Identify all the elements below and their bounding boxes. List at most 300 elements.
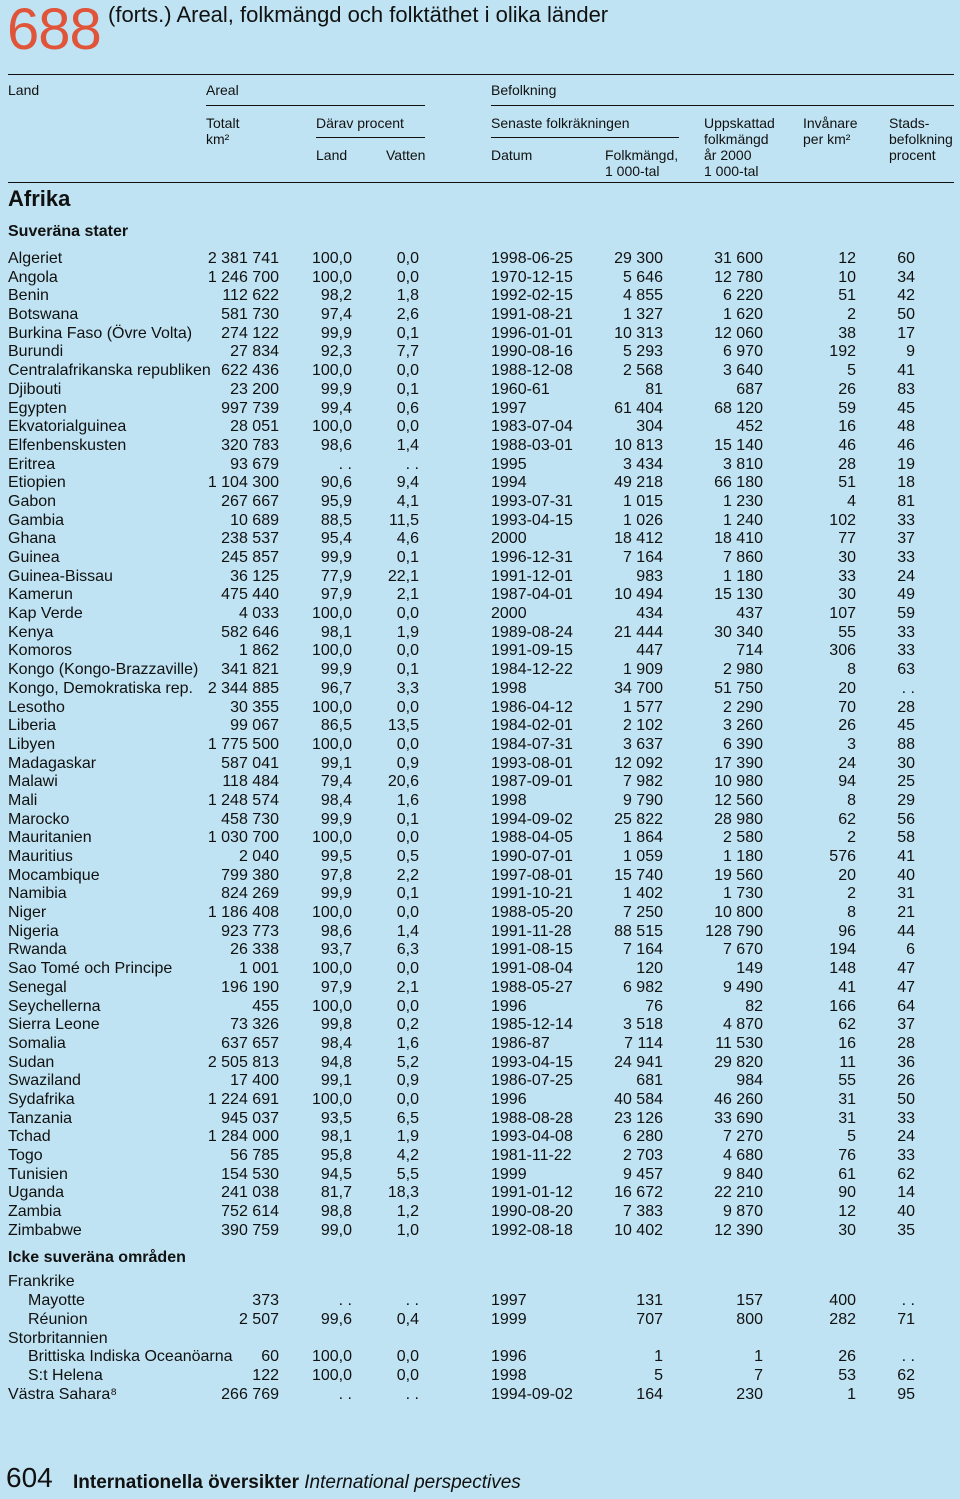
table-row (0, 923, 960, 942)
land-pct: 98,1 (320, 1128, 352, 1146)
census-date: 1984-07-31 (491, 735, 573, 753)
census-date: 2000 (491, 605, 527, 623)
census-date: 1984-12-22 (491, 661, 573, 679)
census-date: 1960-61 (491, 380, 550, 398)
urban-pct: 29 (897, 791, 915, 809)
table-row (0, 1147, 960, 1166)
census-date: 1986-87 (491, 1034, 550, 1052)
density: 8 (847, 904, 856, 922)
est-pop-2000: 1 730 (722, 885, 763, 903)
census-pop: 1 909 (622, 661, 663, 679)
area-total: 266 769 (221, 1385, 279, 1403)
footer-title-sv: Internationella översikter (73, 1472, 299, 1493)
country-name: Mocambique (8, 866, 100, 884)
est-pop-2000: 1 230 (722, 492, 763, 510)
country-name: Algeriet (8, 250, 63, 267)
urban-pct: 24 (897, 1128, 915, 1146)
land-pct: 100,0 (311, 904, 352, 922)
est-pop-2000: 3 810 (722, 455, 763, 473)
density: 16 (838, 418, 856, 436)
land-pct: 99,1 (320, 754, 352, 772)
density: 11 (839, 1053, 856, 1071)
water-pct: 6,3 (396, 941, 419, 959)
est-pop-2000: 9 870 (722, 1203, 763, 1221)
census-date: 1985-12-14 (491, 1016, 573, 1034)
census-date: 1996 (491, 1348, 527, 1366)
land-pct: 77,9 (320, 567, 352, 585)
est-pop-2000: 51 750 (714, 679, 763, 697)
est-pop-2000: 22 210 (714, 1184, 763, 1202)
land-pct: 100,0 (311, 250, 352, 267)
country-name: Elfenbenskusten (8, 436, 127, 454)
table-row (0, 250, 960, 269)
census-pop: 7 383 (622, 1203, 663, 1221)
country-name: Togo (8, 1147, 43, 1164)
urban-pct: 45 (897, 399, 915, 417)
table-row (0, 1110, 960, 1129)
density: 576 (829, 848, 856, 865)
land-pct: 98,6 (320, 922, 352, 940)
census-date: 1989-08-24 (491, 623, 573, 641)
land-pct: 94,5 (320, 1165, 352, 1183)
land-pct: 100,0 (311, 1366, 352, 1384)
urban-pct: 33 (897, 642, 915, 660)
subsection-heading-nonsovereign: Icke suveräna områden (8, 1249, 186, 1267)
census-pop: 15 740 (614, 866, 663, 884)
water-pct: 6,5 (396, 1109, 419, 1127)
census-pop: 21 444 (614, 623, 663, 641)
country-name: Namibia (8, 885, 67, 903)
table-row (0, 512, 960, 531)
area-total: 799 380 (221, 866, 279, 884)
table-row (0, 792, 960, 811)
header-vatten: Vatten (386, 147, 426, 163)
area-total: 341 821 (221, 661, 279, 679)
water-pct: 0,6 (396, 399, 419, 417)
country-name: Egypten (8, 399, 67, 417)
est-pop-2000: 66 180 (714, 474, 763, 492)
est-pop-2000: 12 560 (714, 791, 763, 809)
census-date: 1970-12-15 (491, 268, 573, 286)
census-pop: 1 059 (622, 848, 663, 865)
census-date: 1981-11-22 (491, 1147, 572, 1164)
area-total: 93 679 (230, 455, 279, 473)
water-pct: 0,0 (396, 698, 419, 716)
subsection-heading-sovereign: Suveräna stater (8, 223, 129, 240)
table-row (0, 661, 960, 680)
census-date: 1992-02-15 (491, 287, 573, 305)
water-pct: 5,5 (396, 1165, 419, 1183)
header-stads: Stads- (889, 115, 930, 131)
water-pct: 22,1 (387, 567, 419, 585)
density: 194 (829, 941, 856, 959)
est-pop-2000: 6 390 (722, 735, 763, 753)
section-heading: Afrika (8, 186, 71, 211)
urban-pct: 63 (897, 661, 915, 679)
land-pct: 99,0 (320, 1221, 352, 1239)
urban-pct: 18 (897, 474, 915, 492)
urban-pct: 26 (897, 1072, 915, 1090)
water-pct: 0,2 (396, 1016, 419, 1034)
water-pct: 7,7 (396, 343, 419, 361)
water-pct: 5,2 (396, 1053, 419, 1071)
density: 55 (838, 1072, 856, 1090)
header-befolkning2: befolkning (889, 131, 953, 147)
census-pop: 7 114 (624, 1034, 663, 1052)
density: 26 (838, 717, 856, 735)
area-total: 73 326 (230, 1016, 279, 1034)
table-row (0, 381, 960, 400)
density: 148 (829, 960, 856, 978)
est-pop-2000: 82 (745, 997, 763, 1015)
country-name: Djibouti (8, 380, 62, 398)
density: 30 (838, 549, 856, 566)
census-date: 1998-06-25 (491, 250, 573, 267)
census-date: 1991-10-21 (491, 885, 573, 903)
urban-pct: . . (901, 1348, 915, 1366)
census-date: 1993-08-01 (491, 754, 573, 772)
water-pct: 1,9 (396, 623, 419, 641)
land-pct: 99,9 (320, 380, 352, 398)
water-pct: 2,6 (396, 306, 419, 324)
density: 4 (847, 492, 856, 510)
density: 77 (838, 530, 856, 548)
table-row (0, 493, 960, 512)
density: 53 (838, 1366, 856, 1384)
country-name: S:t Helena (28, 1366, 103, 1384)
density: 10 (838, 268, 856, 286)
header-invanare: Invånare (803, 115, 858, 131)
table-row (0, 269, 960, 288)
area-total: 637 657 (221, 1034, 279, 1052)
census-pop: 7 164 (622, 941, 663, 959)
country-name: Komoros (8, 642, 73, 660)
land-pct: 95,8 (320, 1147, 352, 1164)
area-total: 112 622 (222, 287, 279, 305)
census-date: 1993-04-08 (491, 1128, 573, 1146)
density: 102 (829, 511, 856, 529)
urban-pct: 62 (897, 1165, 915, 1183)
census-pop: 24 941 (614, 1053, 663, 1071)
land-pct: 99,9 (320, 810, 352, 828)
census-date: 1991-08-04 (491, 960, 573, 978)
land-pct: 100,0 (311, 1090, 352, 1108)
area-total: 27 834 (230, 343, 279, 361)
urban-pct: 47 (897, 960, 915, 978)
census-pop: 120 (636, 960, 663, 978)
land-pct: 99,1 (320, 1072, 352, 1090)
area-total: 36 125 (230, 567, 279, 585)
table-row (0, 530, 960, 549)
land-pct: 86,5 (320, 717, 352, 735)
density: 2 (847, 306, 856, 324)
urban-pct: 59 (897, 605, 915, 623)
table-row (0, 586, 960, 605)
census-pop: 5 293 (622, 343, 663, 361)
table-row (0, 568, 960, 587)
area-total: 26 338 (230, 941, 279, 959)
table-row (0, 1016, 960, 1035)
urban-pct: 41 (897, 362, 915, 380)
country-name: Botswana (8, 306, 79, 324)
land-pct: 99,4 (320, 399, 352, 417)
country-name: Libyen (8, 735, 56, 753)
table-row (0, 1128, 960, 1147)
census-pop: 1 577 (622, 698, 663, 716)
census-pop: 23 126 (614, 1109, 663, 1127)
area-total: 1 104 300 (207, 474, 279, 492)
water-pct: 0,4 (396, 1310, 419, 1328)
header-per-km2: per km² (803, 131, 851, 147)
country-name: Mauritius (8, 848, 73, 865)
density: 306 (829, 642, 856, 660)
area-total: 475 440 (221, 586, 279, 604)
est-pop-2000: 1 620 (722, 306, 763, 324)
country-name: Kamerun (8, 586, 73, 604)
country-name: Brittiska Indiska Oceanöarna (28, 1348, 233, 1366)
water-pct: 20,6 (387, 773, 419, 791)
country-name: Senegal (8, 978, 67, 996)
country-name: Gabon (8, 492, 57, 510)
density: 31 (838, 1109, 856, 1127)
est-pop-2000: 15 130 (714, 586, 763, 604)
est-pop-2000: 7 860 (722, 549, 763, 566)
footer-title-en: International perspectives (304, 1472, 521, 1493)
table-row (0, 287, 960, 306)
census-date: 1988-12-08 (491, 362, 573, 380)
table-row (0, 1054, 960, 1073)
census-pop: 3 434 (622, 455, 663, 473)
country-name: Sao Tomé och Principe (8, 960, 173, 978)
country-name: Västra Sahara⁸ (8, 1385, 118, 1403)
est-pop-2000: 1 180 (722, 848, 763, 865)
land-pct: 99,5 (320, 848, 352, 865)
country-name: Benin (8, 287, 49, 305)
density: 59 (838, 399, 856, 417)
land-pct: 98,4 (320, 791, 352, 809)
table-row (0, 343, 960, 362)
water-pct: 18,3 (387, 1184, 419, 1202)
census-date: 1991-09-15 (491, 642, 573, 660)
density: 8 (847, 661, 856, 679)
urban-pct: 33 (897, 511, 915, 529)
census-pop: 81 (645, 380, 663, 398)
header-ar2000: år 2000 (704, 147, 752, 163)
water-pct: . . (405, 1292, 419, 1310)
density: 5 (847, 362, 856, 380)
census-date: 1999 (491, 1165, 527, 1183)
census-date: 1987-04-01 (491, 586, 573, 604)
area-total: 241 038 (221, 1184, 279, 1202)
table-row (0, 362, 960, 381)
land-pct: . . (338, 1292, 352, 1310)
table-row (0, 680, 960, 699)
country-name: Réunion (28, 1310, 88, 1328)
area-total: 587 041 (221, 754, 279, 772)
urban-pct: 30 (897, 754, 915, 772)
census-date: 1998 (491, 679, 527, 697)
table-row (0, 1222, 960, 1241)
census-pop: 10 402 (614, 1221, 663, 1239)
land-pct: 98,1 (320, 623, 352, 641)
est-pop-2000: 687 (736, 380, 763, 398)
area-total: 56 785 (230, 1147, 279, 1164)
table-row (0, 456, 960, 475)
est-pop-2000: 984 (736, 1072, 763, 1090)
land-pct: 100,0 (311, 362, 352, 380)
land-pct: 100,0 (311, 735, 352, 753)
footer-title (73, 1472, 521, 1494)
census-date: 1990-08-20 (491, 1203, 573, 1221)
density: 31 (838, 1090, 856, 1108)
density: 400 (829, 1292, 856, 1310)
area-total: 2 040 (238, 848, 279, 865)
census-pop: 681 (636, 1072, 663, 1090)
table-row (0, 773, 960, 792)
est-pop-2000: 800 (736, 1310, 763, 1328)
census-pop: 61 404 (614, 399, 663, 417)
area-total: 99 067 (230, 717, 279, 735)
land-pct: 99,9 (320, 549, 352, 566)
est-pop-2000: 7 670 (722, 941, 763, 959)
area-total: 274 122 (221, 324, 279, 342)
census-date: 1996 (491, 997, 527, 1015)
est-pop-2000: 12 060 (714, 324, 763, 342)
water-pct: 1,8 (396, 287, 419, 305)
density: 96 (838, 922, 856, 940)
density: 1 (847, 1385, 856, 1403)
density: 38 (838, 324, 856, 342)
water-pct: 0,0 (396, 960, 419, 978)
census-pop: 2 703 (622, 1147, 663, 1164)
urban-pct: 34 (897, 268, 915, 286)
area-total: 267 667 (221, 492, 279, 510)
area-total: 60 (261, 1348, 279, 1366)
census-pop: 9 457 (622, 1165, 663, 1183)
area-total: 1 862 (238, 642, 279, 660)
areal-rule (206, 105, 425, 106)
area-total: 1 224 691 (207, 1090, 279, 1108)
census-date: 1993-04-15 (491, 1053, 573, 1071)
density: 2 (847, 829, 856, 847)
water-pct: 0,0 (396, 997, 419, 1015)
land-pct: 100,0 (311, 960, 352, 978)
census-date: 1997 (491, 1292, 527, 1310)
census-pop: 434 (636, 605, 663, 623)
water-pct: 0,9 (396, 754, 419, 772)
land-pct: 99,9 (320, 661, 352, 679)
water-pct: 2,1 (396, 586, 419, 604)
census-date: 1988-05-27 (491, 978, 573, 996)
urban-pct: 37 (897, 1016, 915, 1034)
urban-pct: 28 (897, 1034, 915, 1052)
census-date: 1991-01-12 (491, 1184, 573, 1202)
header-folkmangd: Folkmängd, (605, 147, 679, 163)
urban-pct: 44 (897, 922, 915, 940)
table-row (0, 904, 960, 923)
land-pct: 97,8 (320, 866, 352, 884)
urban-pct: 35 (897, 1221, 915, 1239)
census-date: 1991-12-01 (491, 567, 573, 585)
census-pop: 7 250 (622, 904, 663, 922)
census-pop: 1 015 (622, 492, 663, 510)
density: 28 (838, 455, 856, 473)
country-name: Centralafrikanska republiken (8, 362, 211, 380)
census-pop: 9 790 (622, 791, 663, 809)
density: 192 (829, 343, 856, 361)
table-row (0, 717, 960, 736)
header-land-pct: Land (316, 147, 348, 163)
census-date: 1994 (491, 474, 527, 492)
country-name: Angola (8, 268, 58, 286)
census-date: 1991-08-21 (491, 306, 573, 324)
area-total: 390 759 (221, 1221, 279, 1239)
density: 26 (838, 380, 856, 398)
table-row (0, 1203, 960, 1222)
area-total: 10 689 (230, 511, 279, 529)
area-total: 23 200 (230, 380, 279, 398)
country-name: Mali (8, 791, 38, 809)
urban-pct: 64 (897, 997, 915, 1015)
country-name: Somalia (8, 1034, 66, 1052)
land-pct: 99,6 (320, 1310, 352, 1328)
water-pct: 13,5 (387, 717, 419, 735)
census-date: 1992-08-18 (491, 1221, 573, 1239)
urban-pct: 88 (897, 735, 915, 753)
table-row (0, 549, 960, 568)
census-pop: 18 412 (614, 530, 663, 548)
area-total: 320 783 (221, 436, 279, 454)
density: 62 (838, 1016, 856, 1034)
urban-pct: 47 (897, 978, 915, 996)
census-pop: 5 (654, 1366, 663, 1384)
urban-pct: 33 (897, 549, 915, 566)
header-uppskattad: Uppskattad (704, 115, 775, 131)
density: 20 (838, 679, 856, 697)
land-pct: 81,7 (320, 1184, 352, 1202)
data-table (0, 250, 960, 1404)
est-pop-2000: 7 270 (722, 1128, 763, 1146)
census-pop: 16 672 (614, 1184, 663, 1202)
est-pop-2000: 4 870 (722, 1016, 763, 1034)
density: 62 (838, 810, 856, 828)
land-pct: 98,6 (320, 436, 352, 454)
density: 16 (838, 1034, 856, 1052)
urban-pct: 9 (906, 343, 915, 361)
area-total: 373 (252, 1292, 279, 1310)
land-pct: . . (338, 1385, 352, 1403)
urban-pct: 56 (897, 810, 915, 828)
table-row (0, 867, 960, 886)
area-total: 455 (252, 997, 279, 1015)
est-pop-2000: 1 (754, 1348, 763, 1366)
table-row (0, 1035, 960, 1054)
country-name: Storbritannien (8, 1329, 108, 1347)
census-pop: 25 822 (614, 810, 663, 828)
header-befolkning: Befolkning (491, 82, 557, 98)
befolkning-rule (491, 105, 954, 106)
water-pct: 0,1 (396, 661, 419, 679)
density: 26 (838, 1348, 856, 1366)
area-total: 1 030 700 (207, 829, 279, 847)
census-pop: 6 982 (622, 978, 663, 996)
est-pop-2000: 19 560 (714, 866, 763, 884)
table-row (0, 848, 960, 867)
land-pct: 93,7 (320, 941, 352, 959)
census-pop: 34 700 (614, 679, 663, 697)
est-pop-2000: 33 690 (714, 1109, 763, 1127)
table-row (0, 960, 960, 979)
